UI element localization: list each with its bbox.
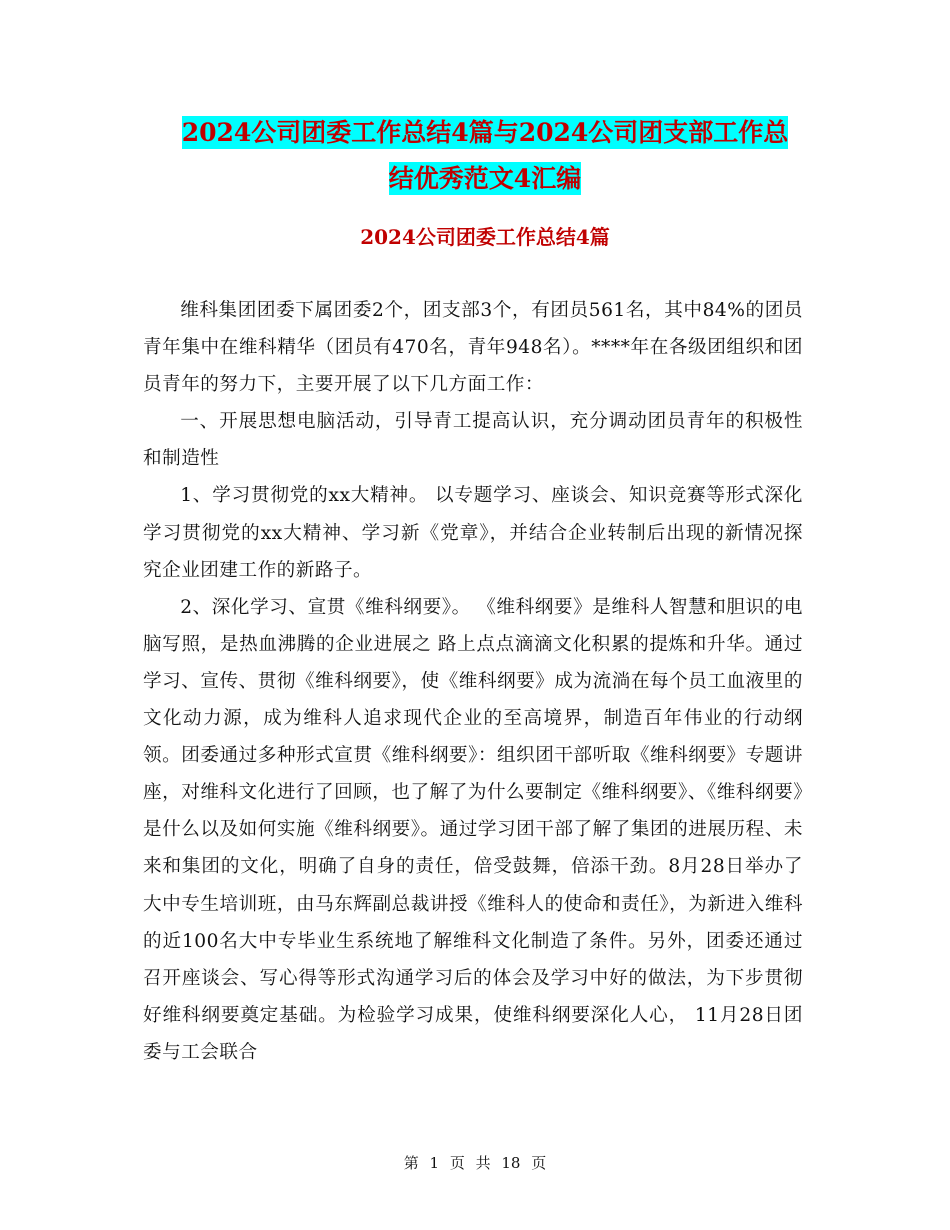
section-title: 2024公司团委工作总结4篇: [360, 225, 610, 249]
page-footer: 第 1 页 共 18 页: [403, 1154, 547, 1172]
paragraph-3: 1、学习贯彻党的xx大精神。 以专题学习、座谈会、知识竞赛等形式深化学习贯彻党的xx大精神、学习新《党章》，并结合企业转制后出现的新情况探究企业团建工作的新路子。: [143, 485, 803, 581]
paragraph-1: 维科集团团委下属团委2个，团支部3个，有团员561名，其中84%的团员青年集中在维科精华（团员有470名，青年948名）。****年在各级团组织和团员青年的努力下，主要开展了以下几方面工作：: [143, 300, 803, 396]
body-text: [143, 292, 803, 1071]
document-title-line-2: 结优秀范文4汇编: [388, 164, 582, 193]
paragraph-2: 一、开展思想电脑活动，引导青工提高认识，充分调动团员青年的积极性和制造性: [143, 411, 803, 470]
paragraph-4: 2、深化学习、宣贯《维科纲要》。 《维科纲要》是维科人智慧和胆识的电脑写照，是热血沸腾的企业进展之 路上点点滴滴文化积累的提炼和升华。通过学习、宣传、贯彻《维科纲要》，使《维科纲要》成为流淌在每个员工血液里的文化动力源，成为维科人追求现代企业的至高境界，制造百年伟业的行动纲领。团委通过多种形式宣贯《维科纲要》：组织团干部听取《维科纲要》专题讲座，对维科文化进行了回顾，也了解了为什么要制定《维科纲要》、《维科纲要》是什么以及如何实施《维科纲要》。通过学习团干部了解了集团的进展历程、未来和集团的文化，明确了自身的责任，倍受鼓舞，倍添干劲。8月28日举办了大中专生培训班，由马东辉副总裁讲授《维科人的使命和责任》，为新进入维科的近100名大中专毕业生系统地了解维科文化制造了条件。另外，团委还通过召开座谈会、写心得等形式沟通学习后的体会及学习中好的做法，为下步贯彻好维科纲要奠定基础。为检验学习成果，使维科纲要深化人心， 11月28日团委与工会联合: [143, 596, 803, 1063]
document-title: [140, 110, 830, 202]
document-title-line-1: 2024公司团委工作总结4篇与2024公司团支部工作总: [181, 118, 789, 147]
